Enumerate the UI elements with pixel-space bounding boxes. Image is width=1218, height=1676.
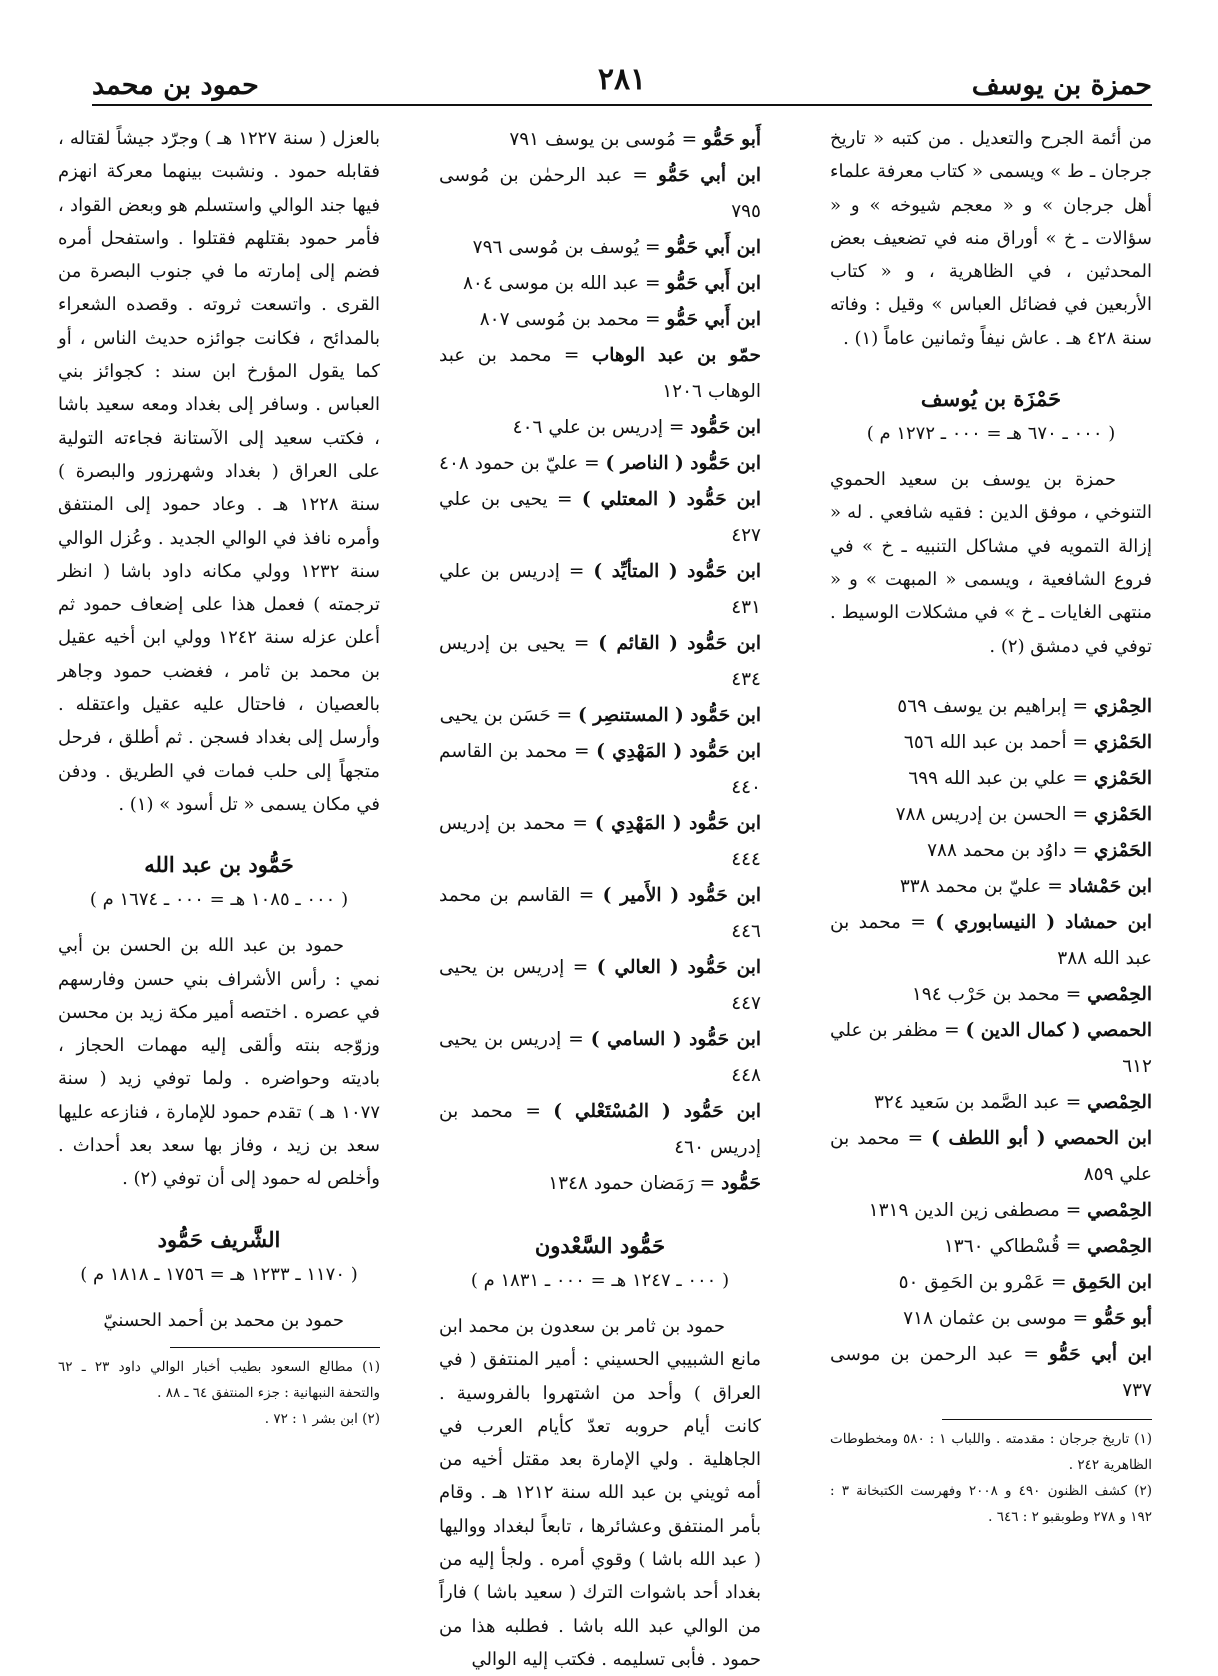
entry-name: ابن حَمُّود ( القائم ) <box>598 633 761 654</box>
entry-reference: = أحمد بن عبد الله ٦٥٦ <box>903 731 1094 753</box>
entry-name: حمّو بن عبد الوهاب <box>591 345 761 366</box>
entry-reference: = يحيى بن إدريس ٤٣٤ <box>439 633 761 690</box>
cross-reference-entry <box>439 230 761 266</box>
footnote-rule <box>170 1347 380 1348</box>
running-head-right: حمزة بن يوسف <box>971 70 1152 101</box>
biography-text: حمود بن عبد الله بن الحسن بن أبي نمي : رأس الأشراف بني حسن وفارسهم في عصره . اختصه أمير مكة زيد بن محسن وزوّجه بنته وألقى إليه مهمات الحجاز ، باديته وحواضره . ولما توفي زيد ( سنة ١٠٧٧ هـ ) تقدم حمود للإمارة ، فنازعه عليها سعد بن زيد ، وفاز بها سعد بعد أحداث . وأخلص له حمود إلى أن توفي (٢) . <box>58 935 380 1190</box>
entry-name: ابن حَمُّود ( المعتلي ) <box>581 489 761 510</box>
entry-continuation: من أئمة الجرح والتعديل . من كتبه « تاريخ جرجان ـ ط » ويسمى « كتاب معرفة علماء أهل جرجان » و « معجم شيوخه » و « سؤالات ـ خ » أوراق منه في تضعيف بعض المحدثين ، في الظاهرية ، و « كتاب الأربعين في فضائل العباس » وقيل : وفاته سنة ٤٢٨ هـ . عاش نيفاً وثمانين عاماً (١) . <box>830 128 1152 349</box>
cross-reference-entry <box>830 977 1152 1013</box>
column-left <box>58 122 380 1432</box>
biography-text: حمود بن ثامر بن سعدون بن محمد ابن مانع الشبيبي الحسيني : أمير المنتفق ( في العراق ) وأحد من اشتهروا بالفروسية . كانت أيام حروبه تعدّ كأيام العرب في الجاهلية . ولي الإمارة بعد مقتل أخيه من أمه ثويني بن عبد الله سنة ١٢١٢ هـ . وقام بأمر المنتفق وعشائرها ، تابعاً لبغداد وواليها ( عبد الله باشا ) وقوي أمره . ولجأ إليه من بغداد أحد باشوات الترك ( سعيد باشا ) فاراً من الوالي عبد الله باشا . فطلبه هذا من حمود . فأبى تسليمه . فكتب إليه الوالي <box>439 1316 762 1670</box>
entry-reference: = إبراهيم بن يوسف ٥٦٩ <box>897 695 1094 717</box>
cross-reference-entry <box>830 1013 1152 1085</box>
entry-name: ابن أَبي حَمُّو <box>666 237 761 258</box>
cross-reference-entry <box>439 1166 761 1202</box>
entry-name: الحَمْزي <box>1093 731 1152 753</box>
entry-reference: = إدريس بن يحيى ٤٤٧ <box>439 957 761 1014</box>
cross-reference-entry <box>830 1265 1152 1301</box>
cross-reference-entry <box>439 122 761 158</box>
cross-reference-entry <box>439 302 761 338</box>
entry-reference: = محمد بن عبد الله ٣٨٨ <box>830 911 1152 969</box>
cross-reference-entry <box>439 1022 761 1094</box>
cross-reference-list <box>439 122 761 1202</box>
entry-name: ابن حَمُّود ( المتأيِّد ) <box>593 561 762 582</box>
entry-name: ابن حَمُّود <box>690 417 761 438</box>
entry-name: الحمصي ( كمال الدين ) <box>965 1019 1152 1041</box>
cross-reference-entry <box>439 482 761 554</box>
entry-name: أَبو حَمُّو <box>703 129 761 150</box>
entry-reference: = محمد بن علي ٨٥٩ <box>830 1127 1152 1185</box>
entry-name: ابن الحَمِق <box>1072 1271 1152 1293</box>
entry-reference: = عبد الرحمٰن بن مُوسى ٧٩٥ <box>439 165 761 222</box>
cross-reference-entry <box>439 158 761 230</box>
entry-name: ابن حَمُّود ( الأَمير ) <box>602 885 761 906</box>
cross-reference-entry <box>830 1193 1152 1229</box>
entry-reference: = محمد بن عبد الوهاب ١٢٠٦ <box>439 345 761 402</box>
footnotes <box>830 1426 1152 1530</box>
entry-name: الحَمْزي <box>1093 803 1152 825</box>
spacer <box>830 663 1152 689</box>
entry-reference: = الحسن بن إدريس ٧٨٨ <box>895 803 1094 825</box>
entry-reference: = إدريس بن علي ٤٠٦ <box>512 417 691 438</box>
cross-reference-entry <box>830 725 1152 761</box>
page-number: ٢٨١ <box>597 62 647 97</box>
biography-dates: ( ٠٠٠ ـ ١٠٨٥ هـ = ٠٠٠ ـ ١٦٧٤ م ) <box>89 889 349 911</box>
cross-reference-entry <box>830 869 1152 905</box>
entry-reference: = مُوسى بن يوسف ٧٩١ <box>509 129 704 150</box>
biography-title: حَمْزَة بن يُوسف <box>920 386 1062 412</box>
entry-name: ابن حَمُّود ( الناصر ) <box>605 453 761 474</box>
entry-name: الحِمْصي <box>1087 1235 1152 1257</box>
entry-reference: = محمد بن القاسم ٤٤٠ <box>439 741 761 798</box>
entry-name: ابن حَمُّود ( المُسْتَعْلي ) <box>553 1101 761 1122</box>
entry-reference: = القاسم بن محمد ٤٤٦ <box>439 885 761 942</box>
cross-reference-entry <box>830 1121 1152 1193</box>
cross-reference-entry <box>830 833 1152 869</box>
entry-reference: = حَسَن بن يحيى <box>439 705 579 726</box>
cross-reference-entry <box>830 689 1152 725</box>
entry-reference: = محمد بن حَرْب ١٩٤ <box>911 983 1088 1005</box>
entry-name: أبو حَمُّو <box>1094 1307 1152 1329</box>
entry-reference: = إدريس بن يحيى ٤٤٨ <box>439 1029 761 1086</box>
entry-name: الحِمْصي <box>1087 1199 1152 1221</box>
entry-name: ابن حَمُّود ( المَهْدِي ) <box>596 741 761 762</box>
footnote: (٢) ابن بشر ١ : ٧٢ . <box>264 1410 380 1427</box>
column-right <box>830 122 1152 1530</box>
cross-reference-entry <box>439 950 761 1022</box>
entry-reference: = محمد بن إدريس ٤٤٤ <box>439 813 761 870</box>
footnote-rule <box>942 1419 1152 1420</box>
cross-reference-entry <box>830 905 1152 977</box>
entry-reference: = عبد الصَّمد بن سَعيد ٣٢٤ <box>874 1091 1088 1113</box>
footnote: (١) مطالع السعود بطيب أخبار الوالي داود ٢٣ ـ ٦٢ والتحفة النبهانية : جزء المنتفق ٦٤ ـ ٨٨ . <box>58 1358 380 1401</box>
entry-reference: = مصطفى زين الدين ١٣١٩ <box>868 1199 1088 1221</box>
entry-continuation: بالعزل ( سنة ١٢٢٧ هـ ) وجرّد جيشاً لقتاله ، فقابله حمود . ونشبت بينهما معركة انهزم فيها جند الوالي واستسلم هو وبعض القواد ، فأمر حمود بقتلهم فقتلوا . واستفحل أمره فضم إلى إمارته ما في جنوب البصرة من القرى . واتسعت ثروته . وقصده الشعراء بالمدائح ، فكانت جوائزه حديث الناس ، أو كما يقول المؤرخ ابن سند : كجوائز بني العباس . وسافر إلى بغداد ومعه سعيد باشا ، فكتب سعيد إلى الآستانة فجاءته التولية على العراق ( بغداد وشهرزور والبصرة ) سنة ١٢٢٨ هـ . وعاد حمود إلى المنتفق وأمره نافذ في الوالي الجديد . وعُزل الوالي سنة ١٢٣٢ وولي مكانه داود باشا ( انظر ترجمته ) فعمل هذا على إضعاف حمود ثم أعلن عزله سنة ١٢٤٢ وولي ابن أخيه عقيل بن محمد بن ثامر ، فغضب حمود وجاهر بالعصيان ، فاحتال عليه عقيل واعتقله . وأرسل إلى بغداد فسجن . ثم أطلق ، فرحل متجهاً إلى حلب فمات في الطريق . ودفن في مكان يسمى « تل أسود » (١) . <box>58 128 380 815</box>
entry-reference: = مظفر بن علي ٦١٢ <box>830 1019 1152 1077</box>
footnote: (١) تاريخ جرجان : مقدمته . واللباب ١ : ٥٨٠ ومخطوطات الظاهرية ٢٤٢ . <box>830 1430 1152 1473</box>
cross-reference-entry <box>439 734 761 806</box>
entry-reference: = يُوسف بن مُوسى ٧٩٦ <box>472 237 667 258</box>
cross-reference-entry <box>830 1085 1152 1121</box>
entry-reference: = إدريس بن علي ٤٣١ <box>439 561 761 618</box>
entry-name: الحَمْزي <box>1093 767 1152 789</box>
biography-title: حَمُّود بن عبد الله <box>144 852 294 878</box>
column-middle <box>439 122 761 1676</box>
entry-name: ابن حمشاد ( النيسابوري ) <box>935 911 1152 933</box>
entry-reference: = عبد الله بن موسى ٨٠٤ <box>462 273 667 294</box>
entry-name: ابن حَمْشاد <box>1068 875 1152 897</box>
cross-reference-entry <box>830 761 1152 797</box>
biography-text: حمود بن محمد بن أحمد الحسنيّ <box>103 1309 344 1331</box>
biography-title: الشَّريف حَمُّود <box>157 1226 281 1252</box>
entry-name: ابن أبي حَمُّو <box>657 165 761 186</box>
running-head-left: حمود بن محمد <box>92 70 259 101</box>
entry-reference: = عبد الرحمن بن موسى ٧٣٧ <box>830 1343 1152 1401</box>
cross-reference-entry <box>830 1229 1152 1265</box>
biography-title: حَمُّود السَّعْدون <box>534 1233 666 1258</box>
entry-reference: = داوُد بن محمد ٧٨٨ <box>927 839 1094 861</box>
entry-reference: = موسى بن عثمان ٧١٨ <box>903 1307 1095 1329</box>
footnotes <box>58 1354 380 1432</box>
entry-reference: = عليّ بن محمد ٣٣٨ <box>899 875 1069 897</box>
entry-name: حَمُّود <box>721 1173 761 1194</box>
cross-reference-entry <box>439 410 761 446</box>
entry-name: ابن أَبي حَمُّو <box>666 309 761 330</box>
cross-reference-entry <box>830 1337 1152 1409</box>
entry-reference: = محمد بن إدريس ٤٦٠ <box>439 1101 761 1158</box>
entry-reference: = عَمْرو بن الحَمِق ٥٠ <box>898 1271 1073 1293</box>
cross-reference-entry <box>439 266 761 302</box>
cross-reference-entry <box>439 626 761 698</box>
cross-reference-entry <box>439 878 761 950</box>
cross-reference-entry <box>830 797 1152 833</box>
entry-name: ابن أَبي حَمُّو <box>666 273 761 294</box>
cross-reference-entry <box>439 446 761 482</box>
cross-reference-entry <box>439 554 761 626</box>
entry-name: الحِمْصي <box>1087 1091 1152 1113</box>
biography-dates: ( ١١٧٠ ـ ١٢٣٣ هـ = ١٧٥٦ ـ ١٨١٨ م ) <box>80 1263 358 1285</box>
header-rule <box>92 104 1152 106</box>
cross-reference-list <box>830 689 1152 1409</box>
entry-name: ابن حَمُّود ( المستنصِر ) <box>578 705 761 726</box>
entry-reference: = يحيى بن علي ٤٢٧ <box>439 489 761 546</box>
biography-text: حمزة بن يوسف بن سعيد الحموي التنوخي ، موفق الدين : فقيه شافعي . له « إزالة التمويه في مشاكل التنبيه ـ خ » في فروع الشافعية ، ويسمى « المبهت » و « منتهى الغايات ـ خ » في مشكلات الوسيط . توفي في دمشق (٢) . <box>830 469 1152 657</box>
entry-reference: = محمد بن مُوسى ٨٠٧ <box>479 309 667 330</box>
biography-dates: ( ٠٠٠ ـ ٦٧٠ هـ = ٠٠٠ ـ ١٢٧٢ م ) <box>866 423 1116 445</box>
footnote: (٢) كشف الظنون ٤٩٠ و ٢٠٠٨ وفهرست الكتبخانة ٣ : ١٩٢ و ٢٧٨ وطوبقبو ٢ : ٦٤٦ . <box>830 1482 1152 1525</box>
cross-reference-entry <box>439 1094 761 1166</box>
cross-reference-entry <box>439 698 761 734</box>
entry-name: ابن حَمُّود ( العالي ) <box>596 957 761 978</box>
entry-reference: = عليّ بن حمود ٤٠٨ <box>439 453 606 474</box>
biography-dates: ( ٠٠٠ ـ ١٢٤٧ هـ = ٠٠٠ ـ ١٨٣١ م ) <box>470 1270 730 1291</box>
entry-name: ابن الحمصي ( أبو اللطف ) <box>931 1127 1153 1149</box>
entry-name: ابن أبي حَمُّو <box>1048 1343 1152 1365</box>
cross-reference-entry <box>439 806 761 878</box>
entry-name: الحَمْزي <box>1093 839 1152 861</box>
entry-reference: = رَمَضان حمود ١٣٤٨ <box>548 1173 722 1194</box>
cross-reference-entry <box>830 1301 1152 1337</box>
entry-reference: = قُسْطاكي ١٣٦٠ <box>943 1235 1088 1257</box>
cross-reference-entry <box>439 338 761 410</box>
entry-reference: = علي بن عبد الله ٦٩٩ <box>908 767 1094 789</box>
page-header <box>92 62 1152 110</box>
entry-name: ابن حَمُّود ( السامي ) <box>590 1029 761 1050</box>
entry-name: الحِمْصي <box>1087 983 1152 1005</box>
entry-name: الحِمْزي <box>1093 695 1152 717</box>
entry-name: ابن حَمُّود ( المَهْدِي ) <box>594 813 761 834</box>
